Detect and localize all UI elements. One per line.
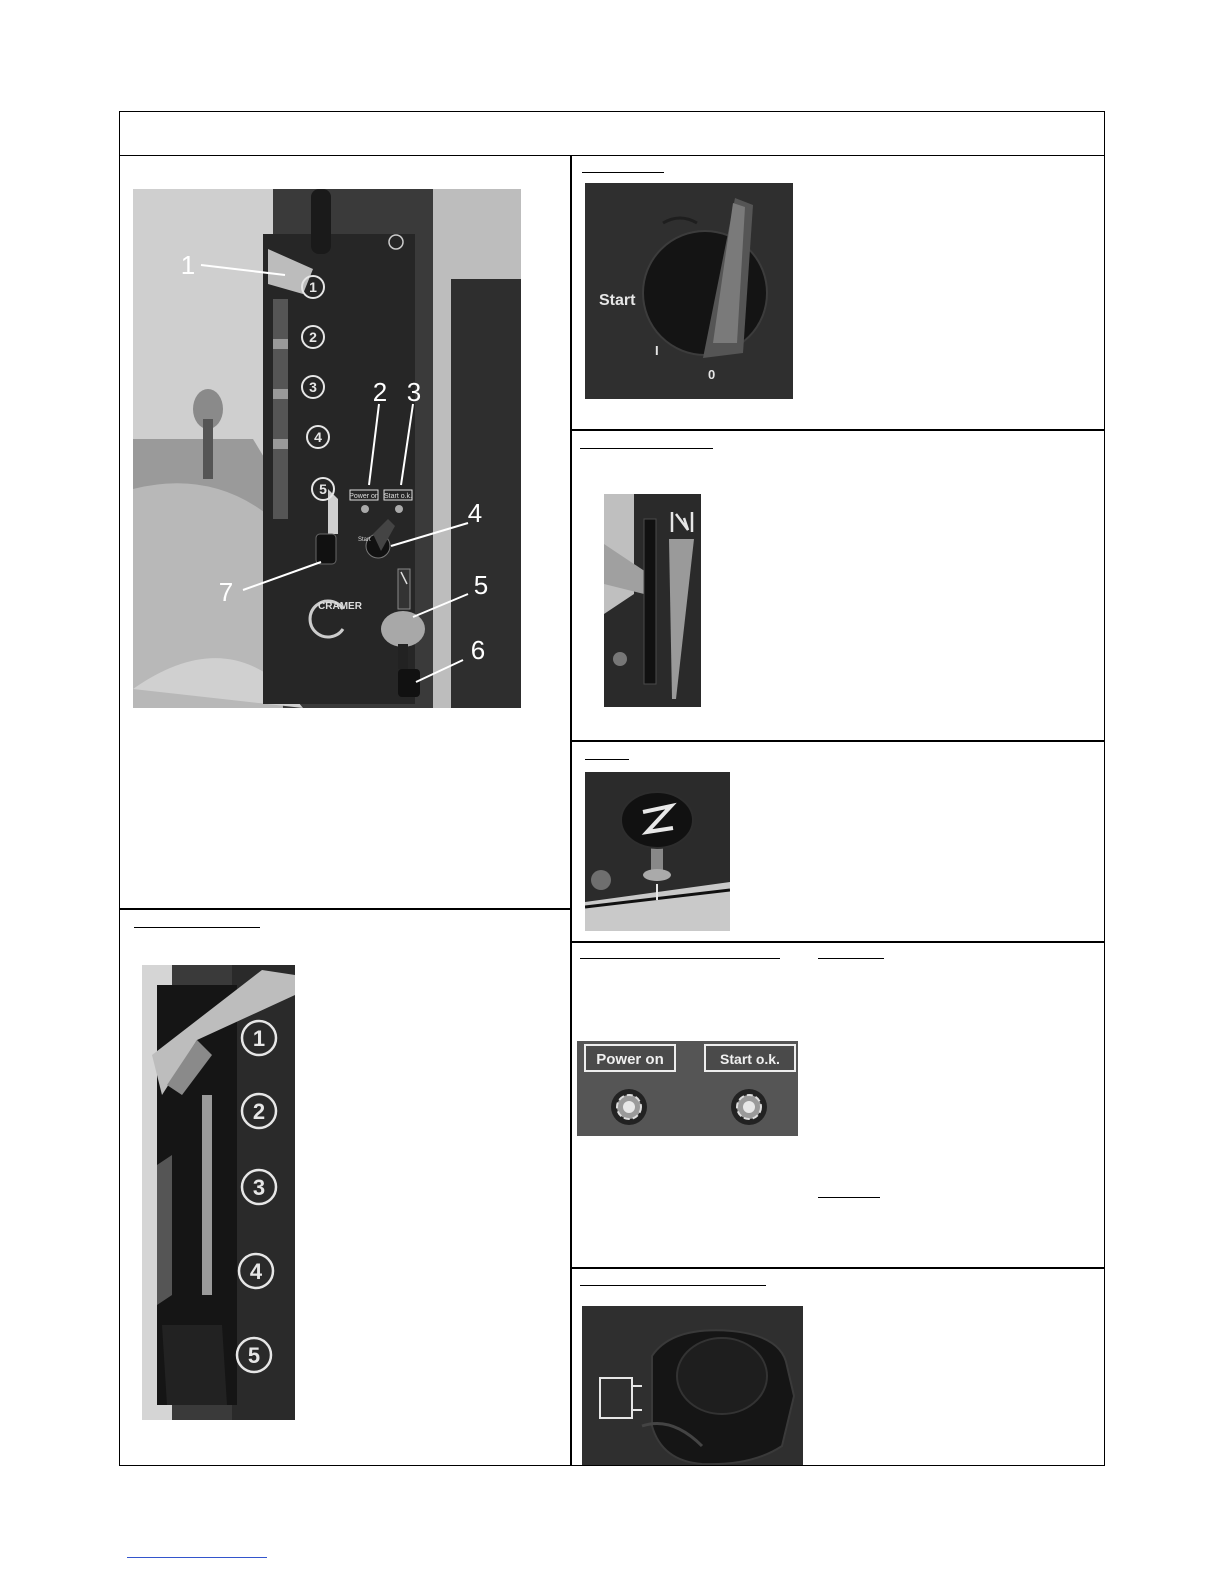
panel-socket bbox=[398, 669, 420, 697]
right-row-divider-1 bbox=[570, 429, 1105, 431]
section-heading-indicator-a bbox=[818, 958, 884, 959]
panel-start-ok-lamp bbox=[395, 505, 403, 513]
throttle-scale-photo bbox=[604, 494, 701, 707]
panel-power-on-label: Power on bbox=[349, 493, 379, 500]
callout-6: 6 bbox=[470, 635, 486, 665]
gear-lever-photo bbox=[142, 965, 295, 1420]
panel-power-on-lamp bbox=[361, 505, 369, 513]
footer-link[interactable] bbox=[127, 1557, 267, 1558]
section-heading-key-switch bbox=[582, 172, 664, 173]
choke-knob-photo bbox=[585, 772, 730, 931]
socket-photo bbox=[582, 1306, 803, 1465]
panel-gear-3: 3 bbox=[309, 379, 317, 395]
right-row-divider-4 bbox=[570, 1267, 1105, 1269]
panel-gear-4: 4 bbox=[314, 429, 322, 445]
right-row-divider-2 bbox=[570, 740, 1105, 742]
key-position-1: I bbox=[655, 343, 659, 358]
callout-2: 2 bbox=[372, 377, 388, 407]
table-header-row bbox=[120, 112, 1104, 156]
left-row-divider bbox=[119, 908, 571, 910]
panel-gear-2: 2 bbox=[309, 329, 317, 345]
key-start-label: Start bbox=[599, 292, 636, 309]
start-ok-label: Start o.k. bbox=[720, 1051, 780, 1067]
indicator-lamps-photo bbox=[577, 1041, 798, 1136]
gear-lever-number-5: 5 bbox=[247, 1343, 261, 1368]
start-ok-lamp bbox=[731, 1089, 767, 1125]
callout-7: 7 bbox=[218, 577, 234, 607]
panel-choke-knob bbox=[316, 534, 336, 564]
panel-gear-1: 1 bbox=[309, 279, 317, 295]
section-heading-socket bbox=[580, 1285, 766, 1286]
callout-3: 3 bbox=[406, 377, 422, 407]
callout-1: 1 bbox=[180, 250, 196, 280]
section-heading-gear-lever bbox=[134, 927, 260, 928]
key-switch-photo bbox=[585, 183, 793, 399]
panel-gear-5: 5 bbox=[319, 481, 327, 497]
power-on-label: Power on bbox=[596, 1051, 664, 1068]
control-panel-photo bbox=[133, 189, 521, 708]
svg-text:CRAMER: CRAMER bbox=[318, 601, 362, 612]
gear-lever-number-1: 1 bbox=[252, 1026, 266, 1051]
section-heading-throttle bbox=[580, 448, 713, 449]
callout-5: 5 bbox=[473, 570, 489, 600]
panel-start-ok-label: Start o.k. bbox=[383, 493, 413, 500]
callout-4: 4 bbox=[467, 498, 483, 528]
key-position-0: 0 bbox=[708, 367, 716, 382]
gear-lever-number-2: 2 bbox=[252, 1099, 266, 1124]
right-row-divider-3 bbox=[570, 941, 1105, 943]
panel-throttle-scale bbox=[398, 569, 410, 609]
column-divider bbox=[570, 155, 572, 1466]
section-heading-indicators bbox=[580, 958, 780, 959]
power-on-lamp bbox=[611, 1089, 647, 1125]
gear-lever-number-3: 3 bbox=[252, 1175, 266, 1200]
section-heading-indicator-b bbox=[818, 1197, 880, 1198]
panel-start-label: Start bbox=[358, 537, 371, 543]
gear-lever-number-4: 4 bbox=[249, 1259, 263, 1284]
section-heading-choke bbox=[585, 759, 629, 760]
